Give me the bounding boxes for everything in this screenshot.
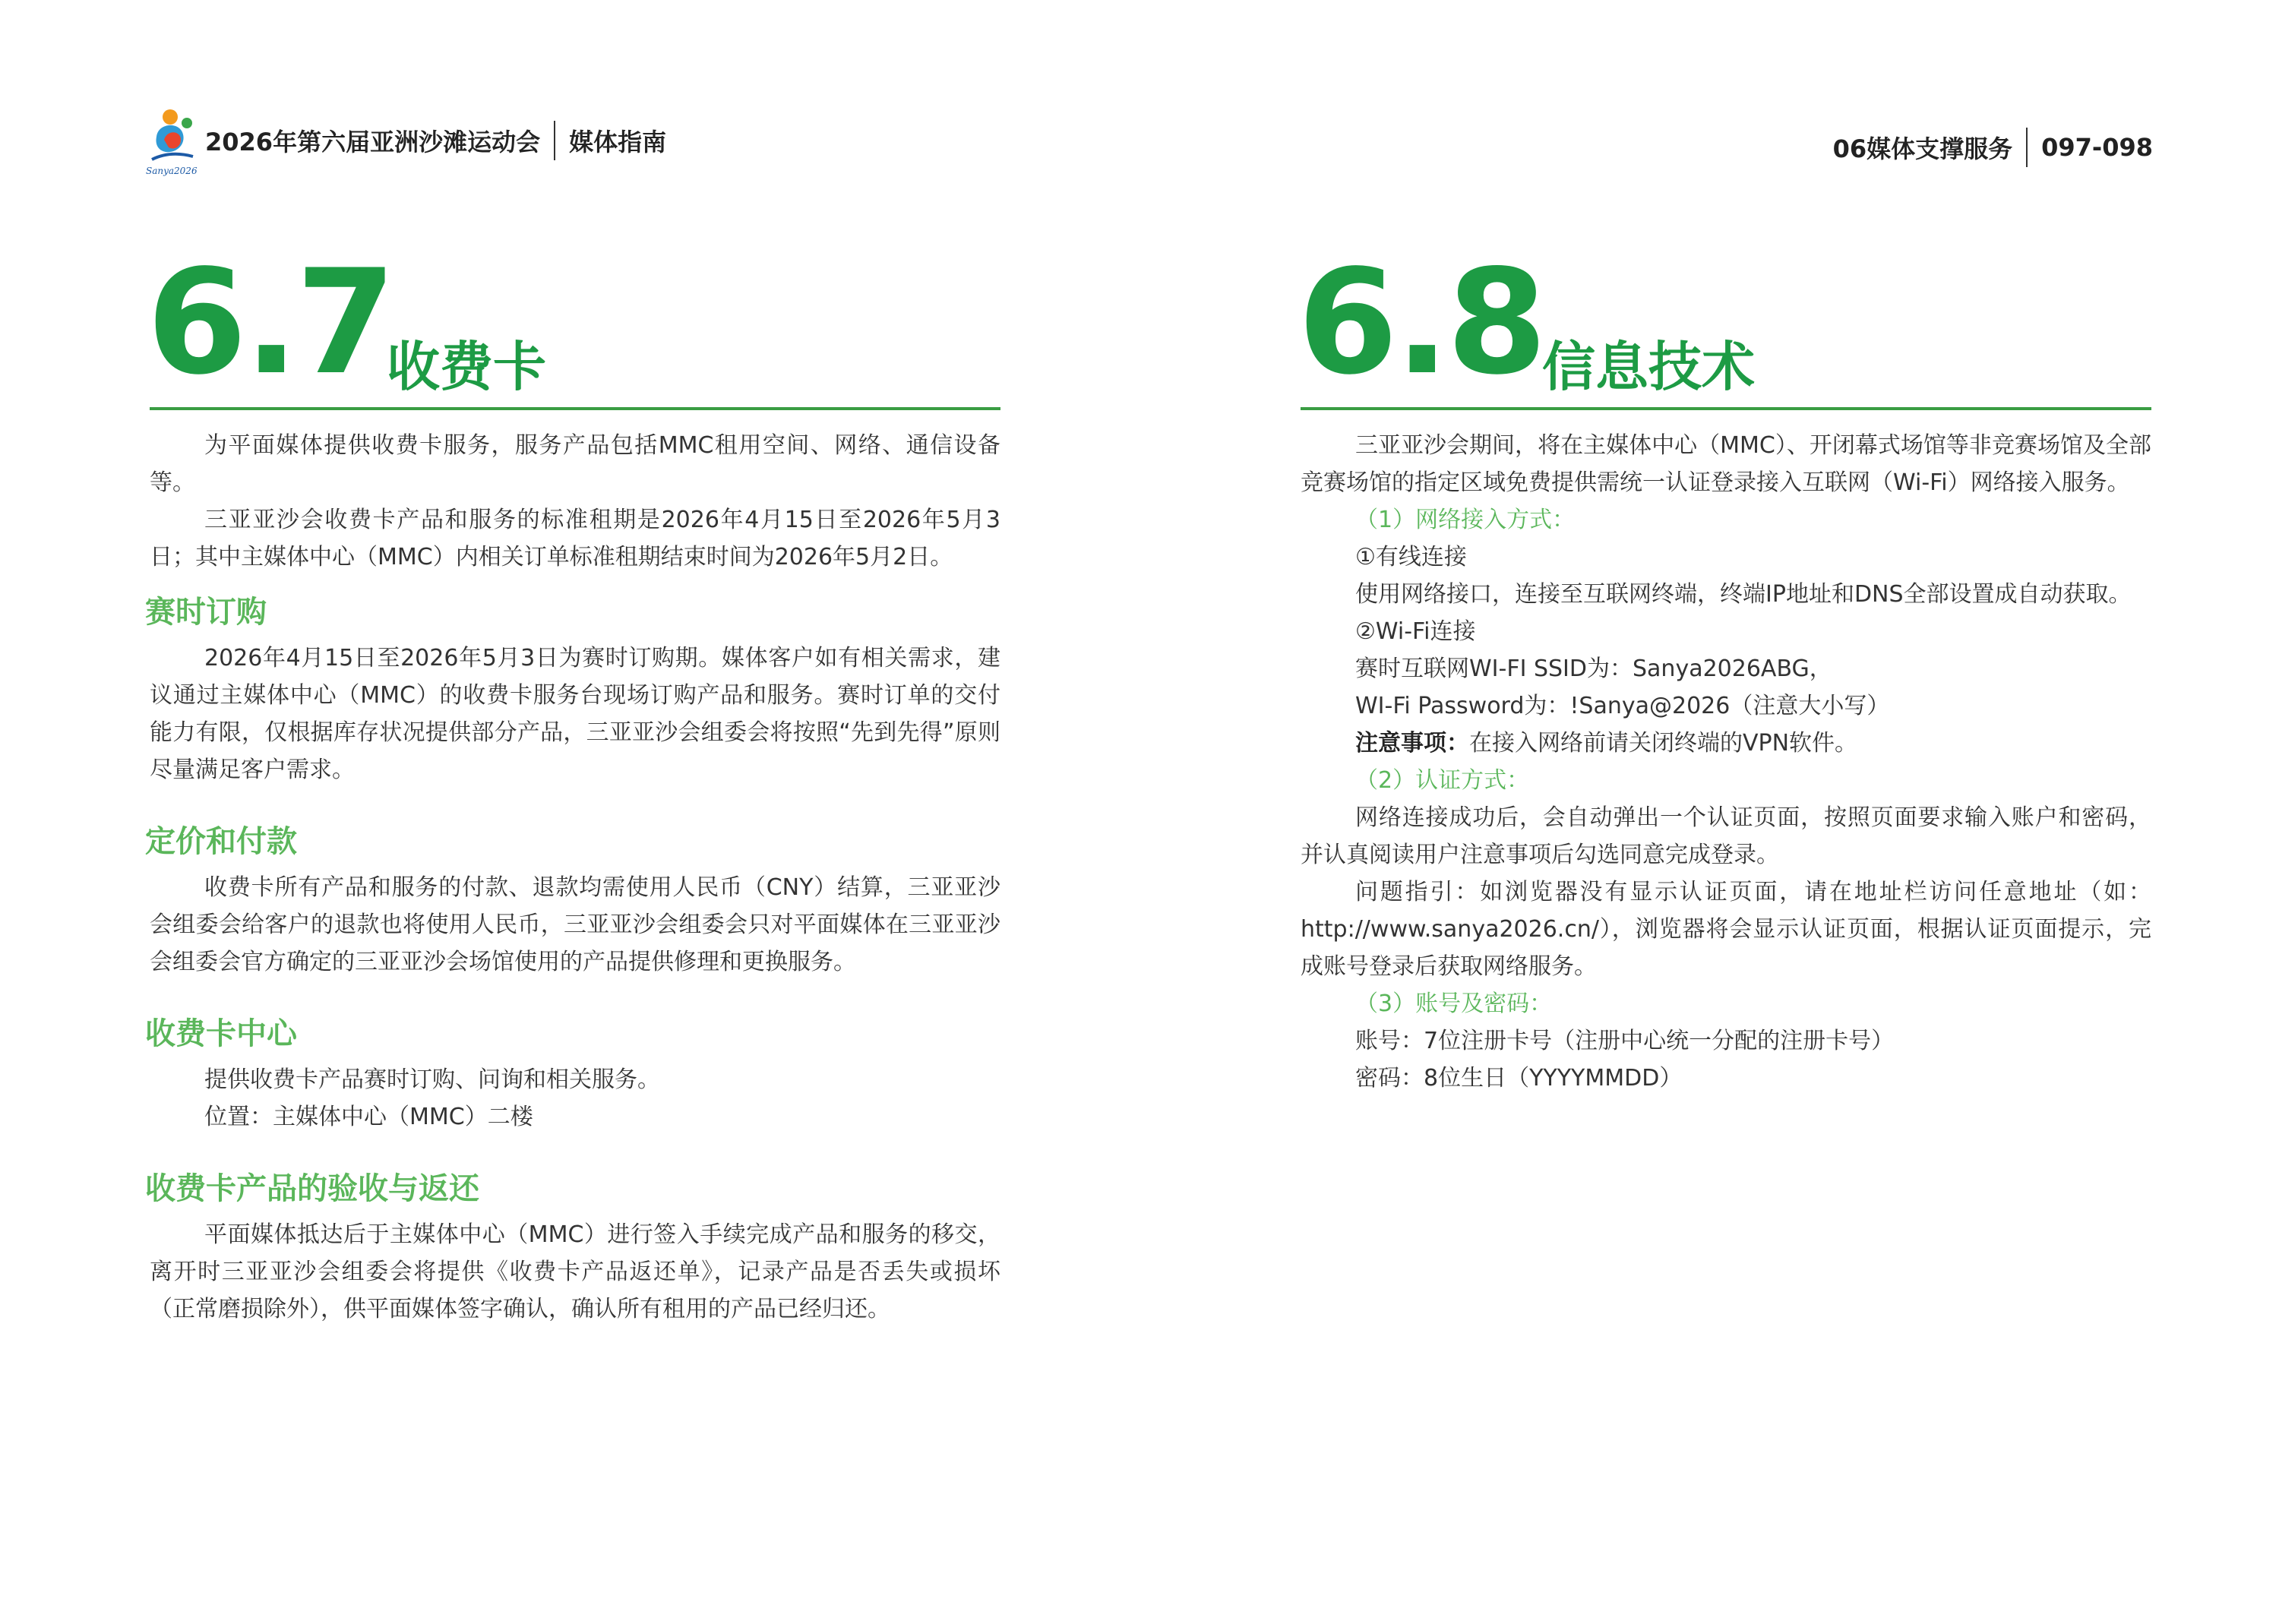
wifi-title: ②Wi-Fi连接 [1355, 618, 1476, 645]
section-fee-card [145, 239, 1000, 1328]
section-body-left [145, 410, 1000, 1328]
access-method-heading: （1）网络接入方式： [1355, 507, 1576, 533]
section-information-technology [1298, 239, 2151, 1097]
wifi-ssid: 赛时互联网WI-FI SSID为：Sanya2026ABG， [1355, 656, 1832, 682]
center-service-line: 提供收费卡产品赛时订购、问询和相关服务。 [204, 1066, 660, 1093]
password-line: 密码：8位生日（YYYYMMDD） [1355, 1065, 1683, 1092]
section-head-right [1298, 239, 2151, 410]
section-title: 信息技术 [1542, 336, 1755, 398]
header-divider-right [2026, 128, 2028, 167]
account-heading: （3）账号及密码： [1355, 991, 1553, 1017]
games-logo-icon [147, 106, 198, 175]
intro-paragraph: 三亚亚沙会收费卡产品和服务的标准租期是2026年4月15日至2026年5月3日；其中主媒体中心（MMC）内相关订单标准租期结束时间为2026年5月2日。 [150, 507, 1000, 570]
page-numbers: 097-098 [2041, 133, 2153, 162]
note-label: 注意事项： [1355, 730, 1469, 757]
intro-paragraph: 为平面媒体提供收费卡服务，服务产品包括MMC租用空间、网络、通信设备等。 [150, 432, 1000, 496]
section-title: 收费卡 [387, 336, 546, 398]
logo-text: Sanya2026 [146, 166, 198, 176]
ordering-paragraph: 2026年4月15日至2026年5月3日为赛时订购期。媒体客户如有相关需求，建议通过主媒体中心（MMC）的收费卡服务台现场订购产品和服务。赛时订单的交付能力有限，仅根据库存状况提供部分产品，三亚亚沙会组委会将按照“先到先得”原则尽量满足客户需求。 [150, 645, 1000, 783]
faq-paragraph: 问题指引：如浏览器没有显示认证页面，请在地址栏访问任意地址（如：http://www.sanya2026.cn/），浏览器将会显示认证页面，根据认证页面提示，完成账号登录后获取网络服务。 [1301, 879, 2151, 980]
chapter-title: 06媒体支撑服务 [1832, 134, 2013, 163]
wifi-password: WI-Fi Password为：!Sanya@2026（注意大小写） [1355, 693, 1890, 719]
acceptance-paragraph: 平面媒体抵达后于主媒体中心（MMC）进行签入手续完成产品和服务的移交，离开时三亚亚沙会组委会将提供《收费卡产品返还单》，记录产品是否丢失或损坏（正常磨损除外），供平面媒体签字确认，确认所有租用的产品已经归还。 [150, 1221, 1000, 1322]
section-number: 6.8 [1298, 239, 1544, 406]
section-body-right [1301, 410, 2151, 1097]
it-intro-paragraph: 三亚亚沙会期间，将在主媒体中心（MMC）、开闭幕式场馆等非竞赛场馆及全部竞赛场馆的指定区域免费提供需统一认证登录接入互联网（Wi-Fi）网络接入服务。 [1301, 432, 2151, 496]
header-divider [554, 121, 555, 160]
pricing-paragraph: 收费卡所有产品和服务的付款、退款均需使用人民币（CNY）结算，三亚亚沙会组委会给客户的退款也将使用人民币，三亚亚沙会组委会只对平面媒体在三亚亚沙会组委会官方确定的三亚亚沙会场馆使用的产品提供修理和更换服务。 [150, 874, 1000, 975]
header-subtitle: 媒体指南 [569, 128, 667, 156]
center-location-line: 位置：主媒体中心（MMC）二楼 [204, 1104, 533, 1130]
subheading-acceptance-return: 收费卡产品的验收与返还 [145, 1171, 479, 1206]
note-text: 在接入网络前请关闭终端的VPN软件。 [1469, 730, 1858, 757]
auth-method-heading: （2）认证方式： [1355, 767, 1530, 794]
account-line: 账号：7位注册卡号（注册中心统一分配的注册卡号） [1355, 1028, 1895, 1054]
header-left [147, 106, 666, 175]
wired-text: 使用网络接口，连接至互联网终端，终端IP地址和DNS全部设置成自动获取。 [1355, 581, 2132, 608]
header-title: 2026年第六届亚洲沙滩运动会 [205, 128, 541, 156]
section-number: 6.7 [147, 239, 394, 406]
note-line [1301, 725, 2151, 762]
wired-title: ①有线连接 [1355, 544, 1467, 570]
subheading-fee-card-center: 收费卡中心 [145, 1016, 297, 1051]
subheading-pricing: 定价和付款 [145, 824, 297, 859]
auth-paragraph: 网络连接成功后，会自动弹出一个认证页面，按照页面要求输入账户和密码，并认真阅读用户注意事项后勾选同意完成登录。 [1301, 804, 2151, 868]
subheading-ordering: 赛时订购 [145, 595, 267, 630]
section-head-left [147, 239, 1000, 410]
header-right [1833, 128, 2153, 167]
